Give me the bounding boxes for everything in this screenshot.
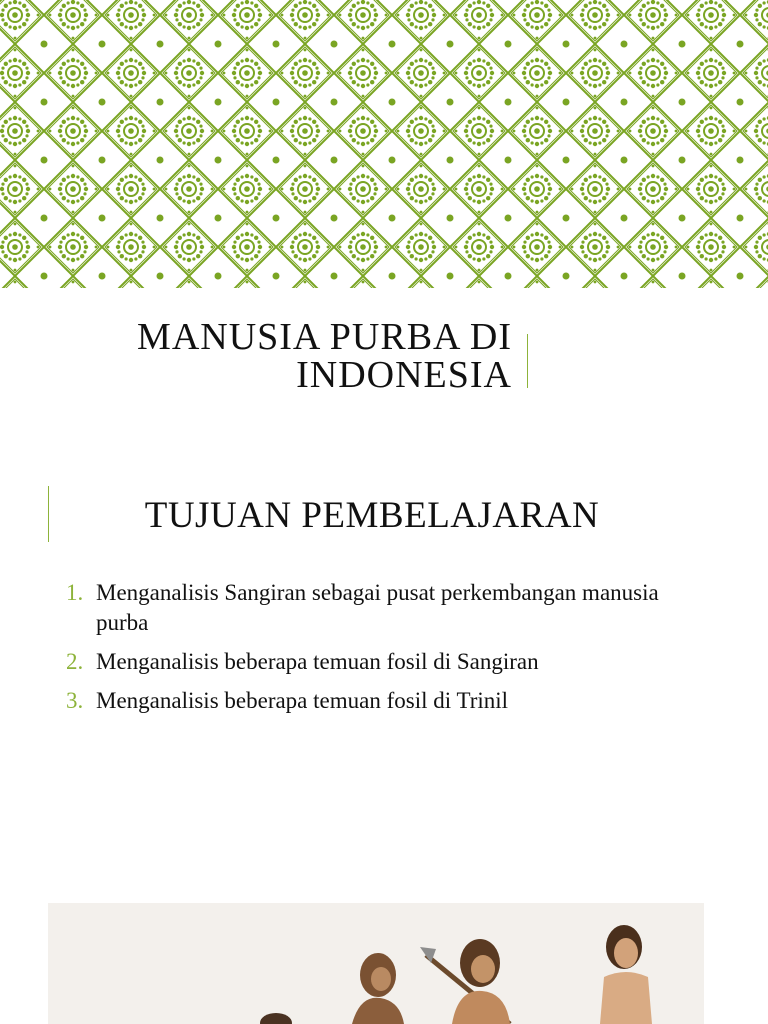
objective-item — [66, 578, 706, 638]
section-title: TUJUAN PEMBELAJARAN — [144, 495, 600, 536]
cover-title — [0, 318, 512, 394]
objective-text: Menganalisis beberapa temuan fosil di Trinil — [96, 688, 509, 713]
objective-number: 1. — [66, 580, 84, 605]
cover-title-line-1: MANUSIA PURBA DI — [137, 316, 512, 358]
title-accent-line — [527, 334, 528, 388]
objective-text: Menganalisis Sangiran sebagai pusat perkembangan manusia purba — [96, 580, 659, 635]
objective-item — [66, 647, 706, 677]
evolution-illustration — [48, 903, 704, 1024]
pattern-banner — [0, 0, 768, 288]
objective-number: 2. — [66, 649, 84, 674]
objective-item — [66, 686, 706, 716]
objective-text: Menganalisis beberapa temuan fosil di Sangiran — [96, 649, 539, 674]
cover-title-line-2: INDONESIA — [296, 354, 512, 396]
objective-number: 3. — [66, 688, 84, 713]
objectives-list — [66, 578, 706, 725]
